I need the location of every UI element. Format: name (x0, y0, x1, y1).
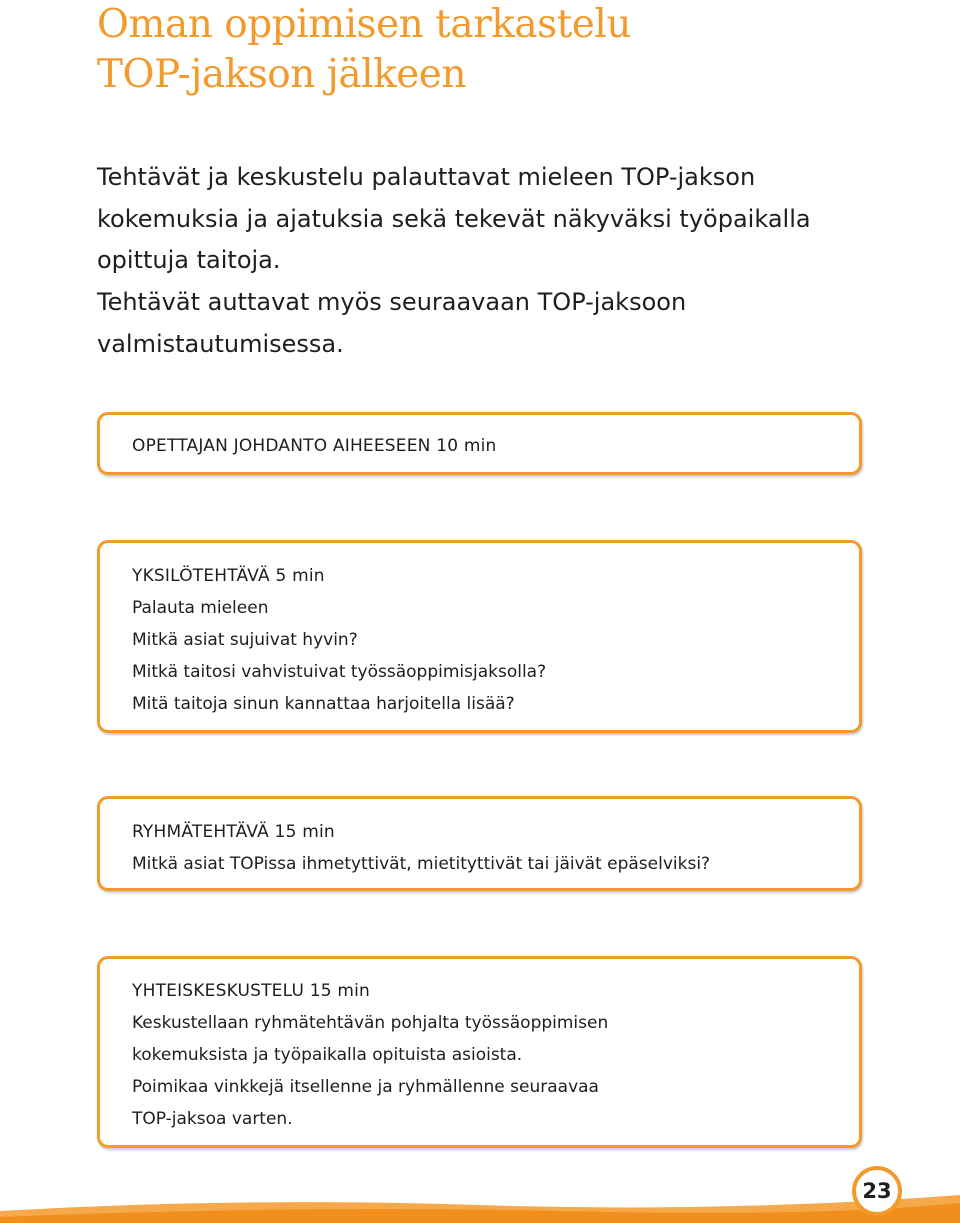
group-task-heading: RYHMÄTEHTÄVÄ 15 min (132, 822, 335, 842)
discussion-line: TOP-jaksoa varten. (132, 1109, 293, 1129)
page-number-badge (852, 1166, 902, 1216)
individual-task-line: Mitkä taitosi vahvistuivat työssäoppimisjaksolla? (132, 662, 547, 682)
discussion-line: Keskustellaan ryhmätehtävän pohjalta työssäoppimisen (132, 1013, 609, 1033)
discussion-line: kokemuksista ja työpaikalla opituista asioista. (132, 1045, 523, 1065)
teacher-intro-heading: OPETTAJAN JOHDANTO AIHEESEEN 10 min (132, 436, 497, 456)
page-title-line-2: TOP-jakson jälkeen (97, 52, 466, 97)
individual-task-heading: YKSILÖTEHTÄVÄ 5 min (132, 566, 325, 586)
group-task-box (97, 796, 862, 891)
individual-task-box (97, 540, 862, 733)
group-task-line: Mitkä asiat TOPissa ihmetyttivät, mietityttivät tai jäivät epäselviksi? (132, 854, 711, 874)
individual-task-line: Mitä taitoja sinun kannattaa harjoitella lisää? (132, 694, 515, 714)
teacher-intro-box (97, 412, 862, 475)
individual-task-line: Mitkä asiat sujuivat hyvin? (132, 630, 358, 650)
intro-paragraph-2: Tehtävät auttavat myös seuraavaan TOP-jaksoon valmistautumisessa. (97, 288, 687, 358)
page-number: 23 (862, 1179, 892, 1203)
intro-text (97, 157, 877, 366)
page-title (97, 0, 631, 100)
page-title-line-1: Oman oppimisen tarkastelu (97, 2, 631, 47)
individual-task-line: Palauta mieleen (132, 598, 269, 618)
footer-wave (0, 1189, 960, 1223)
discussion-box (97, 956, 862, 1148)
discussion-heading: YHTEISKESKUSTELU 15 min (132, 981, 370, 1001)
discussion-line: Poimikaa vinkkejä itsellenne ja ryhmällenne seuraavaa (132, 1077, 599, 1097)
intro-paragraph-1: Tehtävät ja keskustelu palauttavat mieleen TOP-jakson kokemuksia ja ajatuksia sekä tekevät näkyväksi työpaikalla opittuja taitoja. (97, 163, 811, 275)
